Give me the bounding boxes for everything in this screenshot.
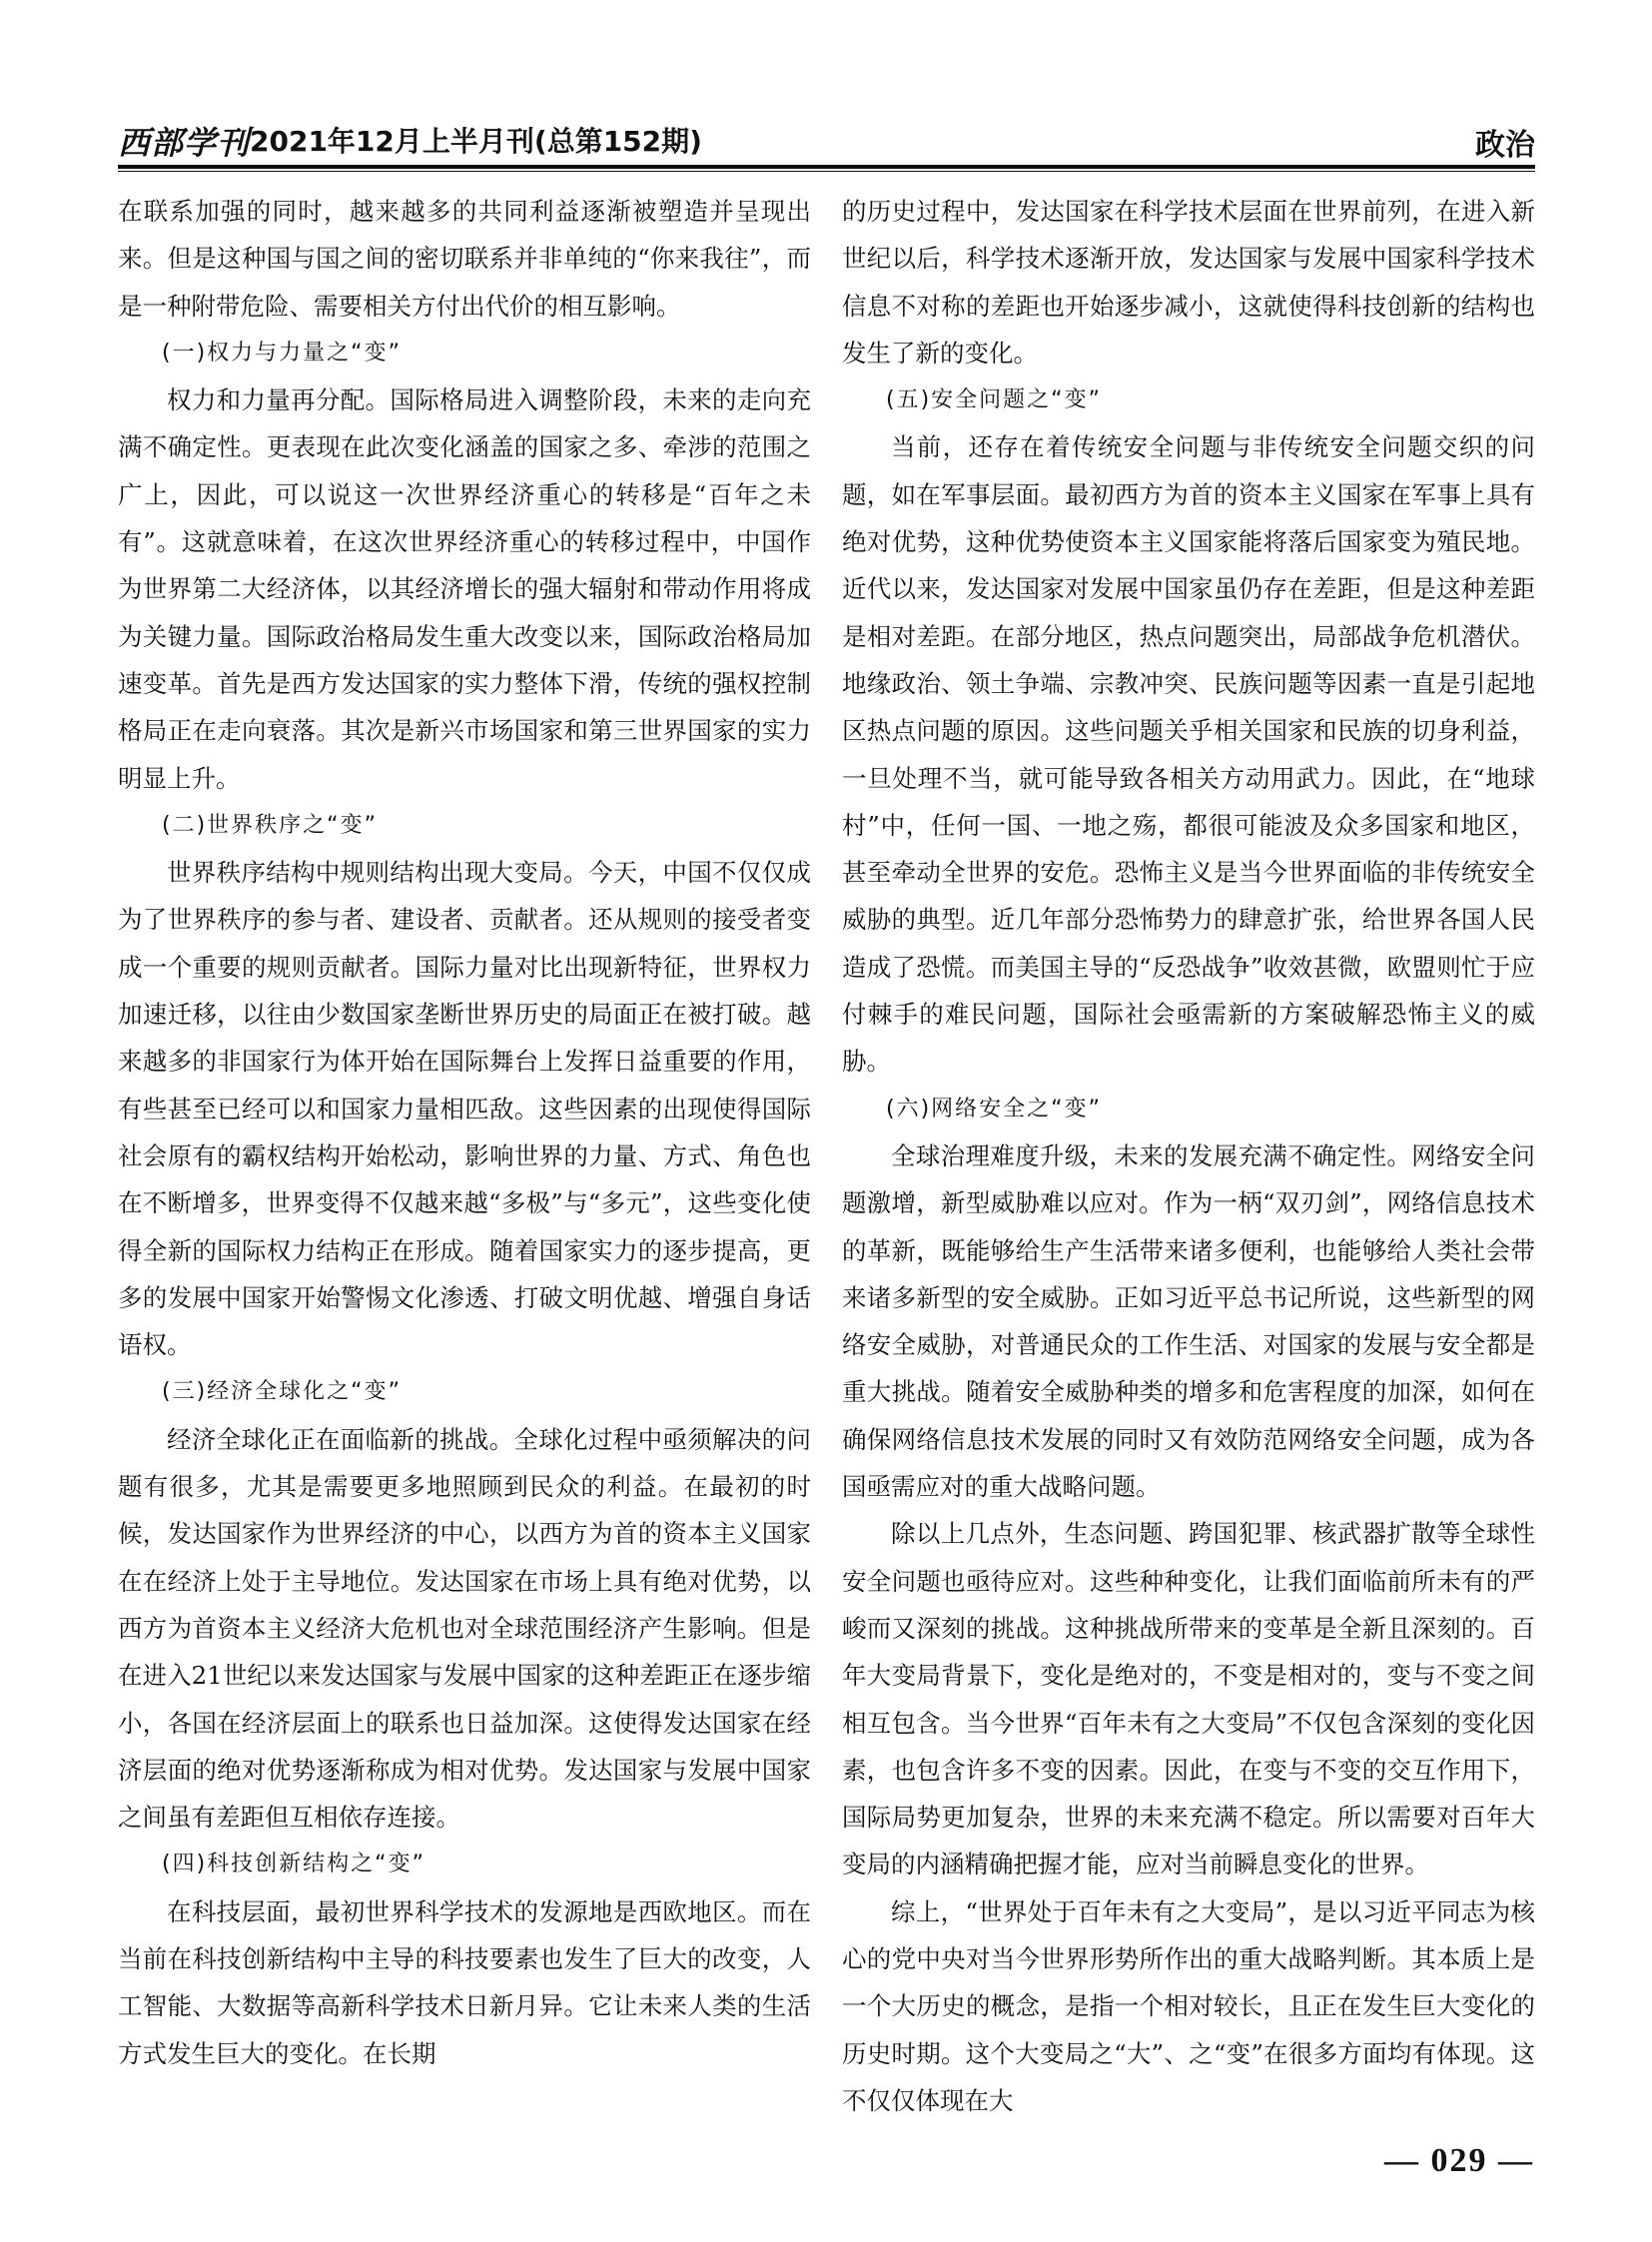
- page-header: [118, 118, 1535, 168]
- section-name: 政治: [1475, 128, 1535, 163]
- header-rule: [118, 165, 1535, 169]
- section-heading: (二)世界秩序之“变”: [162, 812, 378, 838]
- paragraph: 当前，还存在着传统安全问题与非传统安全问题交织的问题，如在军事层面。最初西方为首的资本主义国家在军事上具有绝对优势，这种优势使资本主义国家能将落后国家变为殖民地。近代以来，发达国家对发展中国家虽仍存在差距，但是这种差距是相对差距。在部分地区，热点问题突出，局部战争危机潜伏。地缘政治、领土争端、宗教冲突、民族问题等因素一直是引起地区热点问题的原因。这些问题关乎相关国家和民族的切身利益，一旦处理不当，就可能导致各相关方动用武力。因此，在“地球村”中，任何一国、一地之殇，都很可能波及众多国家和地区，甚至牵动全世界的安危。恐怖主义是当今世界面临的非传统安全威胁的典型。近几年部分恐怖势力的肆意扩张，给世界各国人民造成了恐慌。而美国主导的“反恐战争”收效甚微，欧盟则忙于应付棘手的难民问题，国际社会亟需新的方案破解恐怖主义的威胁。: [842, 432, 1535, 1077]
- paragraph: 经济全球化正在面临新的挑战。全球化过程中亟须解决的问题有很多，尤其是需要更多地照顾到民众的利益。在最初的时候，发达国家作为世界经济的中心，以西方为首的资本主义国家在在经济上处于主导地位。发达国家在市场上具有绝对优势，以西方为首资本主义经济大危机也对全球范围经济产生影响。但是在进入21世纪以来发达国家与发展中国家的这种差距正在逐步缩小，各国在经济层面上的联系也日益加深。这使得发达国家在经济层面的绝对优势逐渐称成为相对优势。发达国家与发展中国家之间虽有差距但互相依存连接。: [118, 1424, 811, 1833]
- issue-info: 2021年12月上半月刊(总第152期): [250, 125, 702, 158]
- page-number: — 029 —: [1384, 2142, 1534, 2179]
- section-heading: (五)安全问题之“变”: [886, 387, 1102, 413]
- section-heading: (六)网络安全之“变”: [886, 1096, 1102, 1121]
- paragraph: 的历史过程中，发达国家在科学技术层面在世界前列，在进入新世纪以后，科学技术逐渐开放，发达国家与发展中国家科学技术信息不对称的差距也开始逐步减小，这就使得科技创新的结构也发生了新的变化。: [842, 197, 1535, 368]
- section-heading: (三)经济全球化之“变”: [162, 1379, 402, 1405]
- right-column: [842, 188, 1535, 2124]
- section-heading: (一)权力与力量之“变”: [162, 340, 402, 366]
- paragraph: 综上，“世界处于百年未有之大变局”，是以习近平同志为核心的党中央对当今世界形势所作出的重大战略判断。其本质上是一个大历史的概念，是指一个相对较长，且正在发生巨大变化的历史时期。这个大变局之“大”、之“变”在很多方面均有体现。这不仅仅体现在大: [842, 1896, 1535, 2115]
- left-column: [118, 188, 811, 2077]
- section-heading: (四)科技创新结构之“变”: [162, 1852, 425, 1877]
- paragraph: 全球治理难度升级，未来的发展充满不确定性。网络安全问题激增，新型威胁难以应对。作为一柄“双刃剑”，网络信息技术的革新，既能够给生产生活带来诸多便利，也能够给人类社会带来诸多新型的安全威胁。正如习近平总书记所说，这些新型的网络安全威胁，对普通民众的工作生活、对国家的发展与安全都是重大挑战。随着安全威胁种类的增多和危害程度的加深，如何在确保网络信息技术发展的同时又有效防范网络安全问题，成为各国亟需应对的重大战略问题。: [842, 1140, 1535, 1502]
- paragraph: 权力和力量再分配。国际格局进入调整阶段，未来的走向充满不确定性。更表现在此次变化涵盖的国家之多、牵涉的范围之广上，因此，可以说这一次世界经济重心的转移是“百年之未有”。这就意味着，在这次世界经济重心的转移过程中，中国作为世界第二大经济体，以其经济增长的强大辐射和带动作用将成为关键力量。国际政治格局发生重大改变以来，国际政治格局加速变革。首先是西方发达国家的实力整体下滑，传统的强权控制格局正在走向衰落。其次是新兴市场国家和第三世界国家的实力明显上升。: [118, 385, 811, 793]
- journal-name: 西部学刊: [118, 124, 251, 162]
- paragraph: 除以上几点外，生态问题、跨国犯罪、核武器扩散等全球性安全问题也亟待应对。这些种种变化，让我们面临前所未有的严峻而又深刻的挑战。这种挑战所带来的变革是全新且深刻的。百年大变局背景下，变化是绝对的，不变是相对的，变与不变之间相互包含。当今世界“百年未有之大变局”不仅包含深刻的变化因素，也包含许多不变的因素。因此，在变与不变的交互作用下，国际局势更加复杂，世界的未来充满不稳定。所以需要对百年大变局的内涵精确把握才能，应对当前瞬息变化的世界。: [842, 1519, 1535, 1879]
- header-rule-thin: [118, 171, 1535, 172]
- paragraph: 世界秩序结构中规则结构出现大变局。今天，中国不仅仅成为了世界秩序的参与者、建设者、贡献者。还从规则的接受者变成一个重要的规则贡献者。国际力量对比出现新特征，世界权力加速迁移，以往由少数国家垄断世界历史的局面正在被打破。越来越多的非国家行为体开始在国际舞台上发挥日益重要的作用，有些甚至已经可以和国家力量相匹敌。这些因素的出现使得国际社会原有的霸权结构开始松动，影响世界的力量、方式、角色也在不断增多，世界变得不仅越来越“多极”与“多元”，这些变化使得全新的国际权力结构正在形成。随着国家实力的逐步提高，更多的发展中国家开始警惕文化渗透、打破文明优越、增强自身话语权。: [118, 858, 811, 1360]
- paragraph: 在科技层面，最初世界科学技术的发源地是西欧地区。而在当前在科技创新结构中主导的科技要素也发生了巨大的改变，人工智能、大数据等高新科学技术日新月异。它让未来人类的生活方式发生巨大的变化。在长期: [118, 1896, 811, 2068]
- paragraph: 在联系加强的同时，越来越多的共同利益逐渐被塑造并呈现出来。但是这种国与国之间的密切联系并非单纯的“你来我往”，而是一种附带危险、需要相关方付出代价的相互影响。: [118, 197, 811, 321]
